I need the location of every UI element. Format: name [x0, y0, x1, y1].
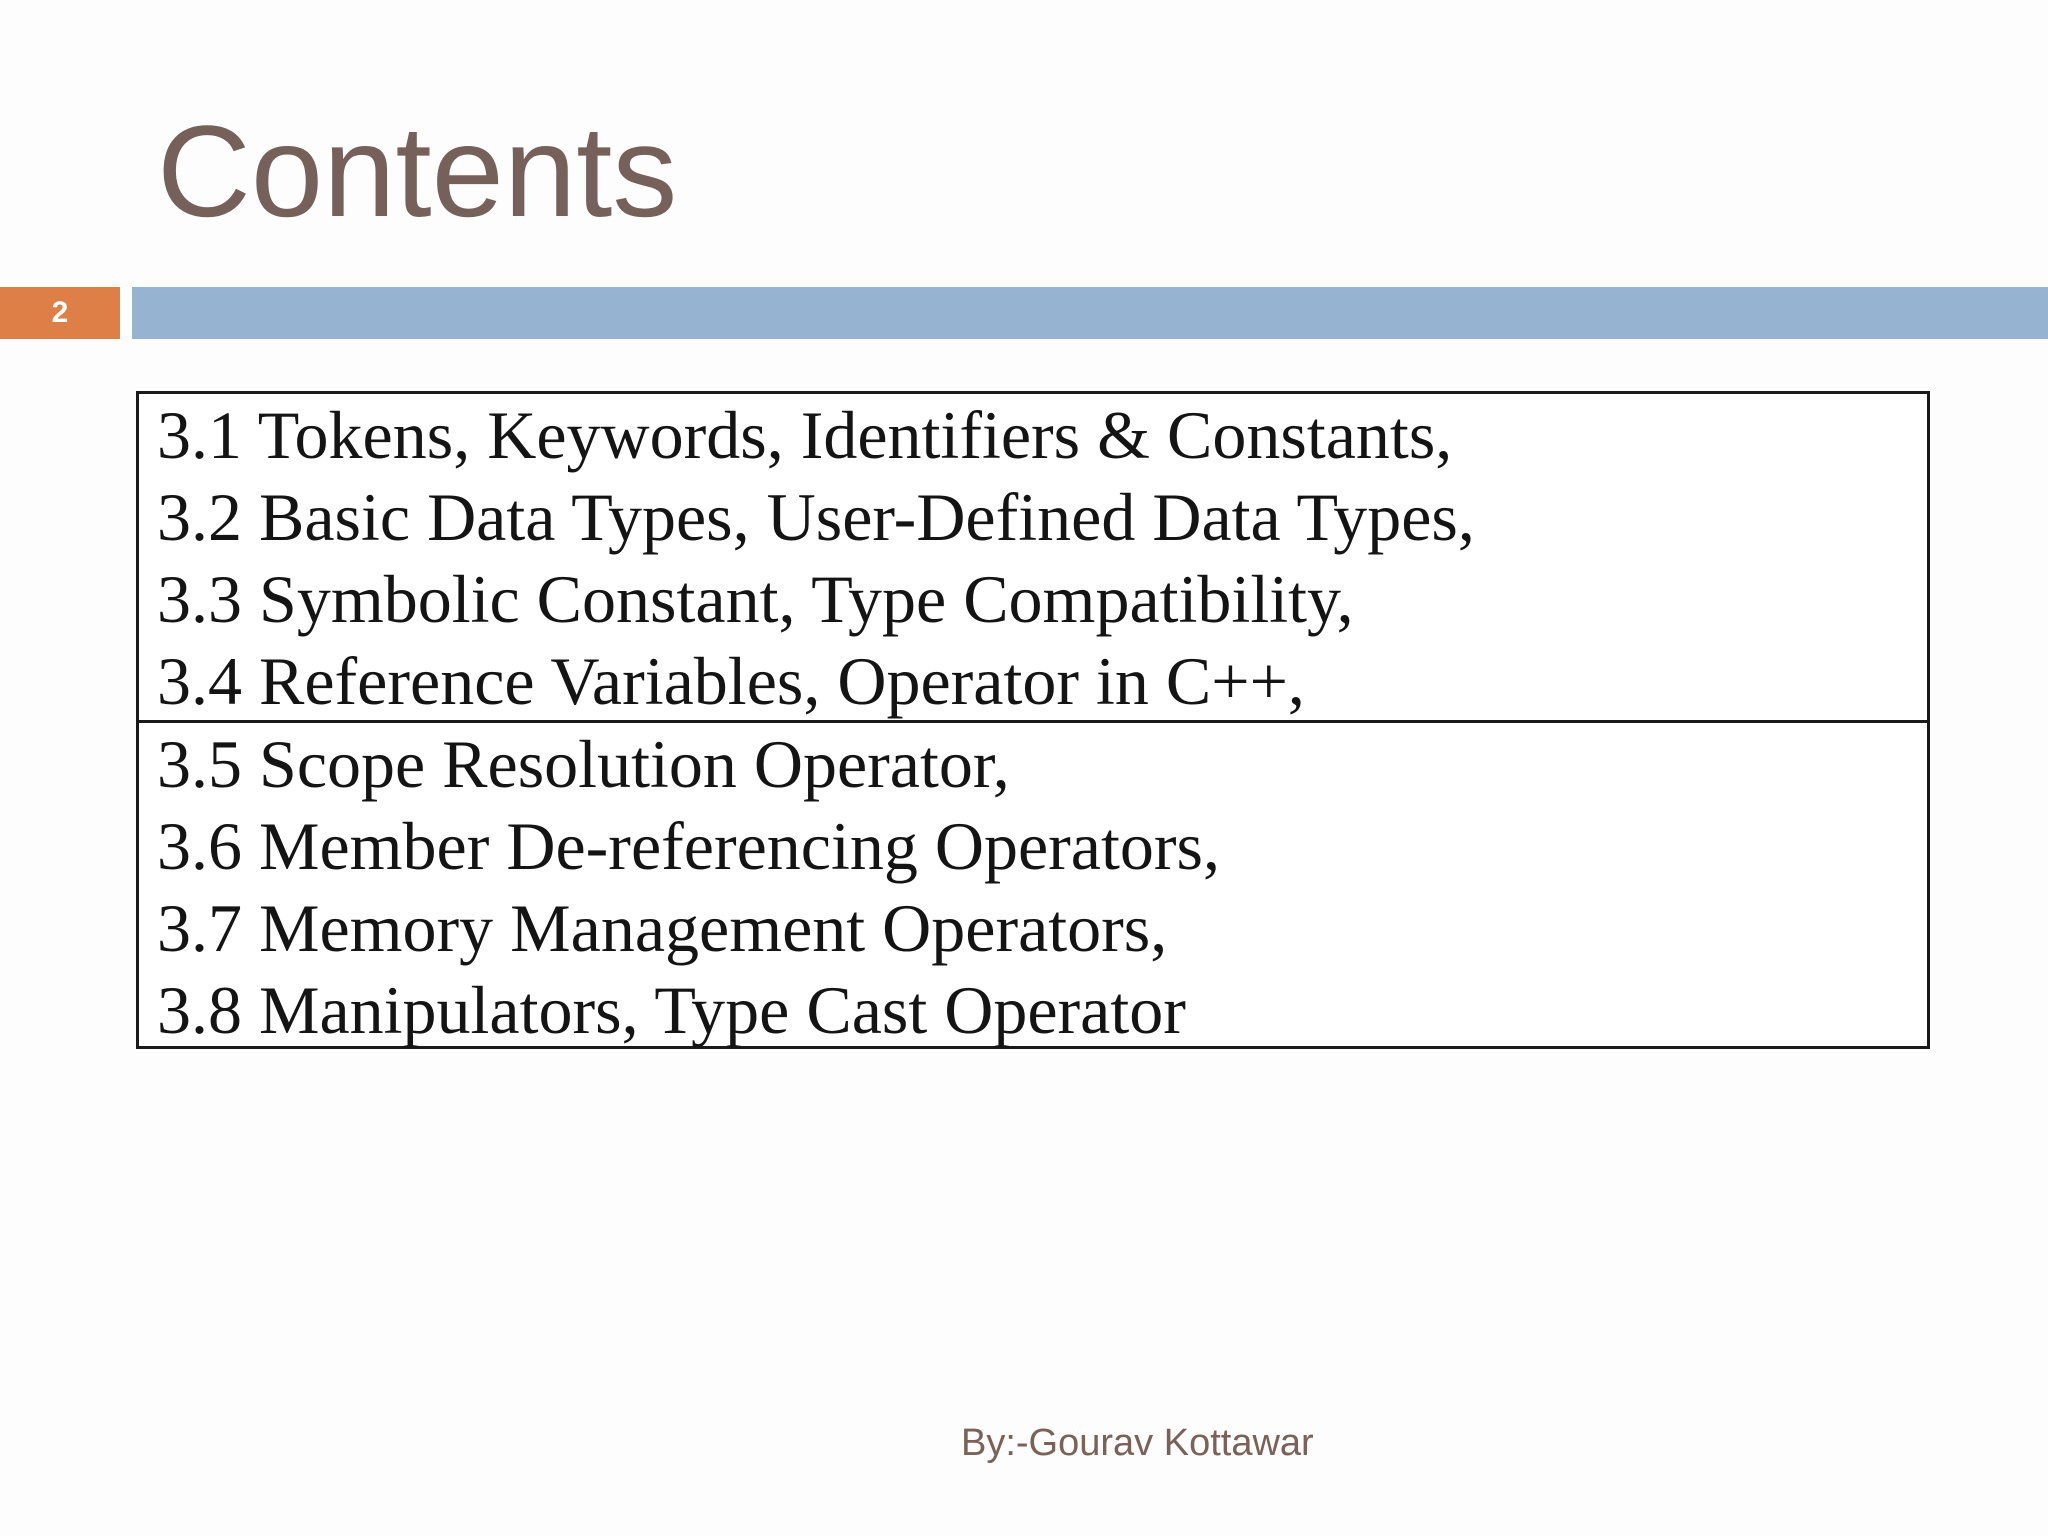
topic-3-5: 3.5 Scope Resolution Operator, [157, 726, 1010, 802]
topic-3-7: 3.7 Memory Management Operators, [157, 890, 1168, 966]
topic-3-8: 3.8 Manipulators, Type Cast Operator [157, 972, 1186, 1048]
topic-3-4: 3.4 Reference Variables, Operator in C++, [157, 643, 1305, 719]
contents-table [136, 391, 1930, 1049]
slide-title: Contents [157, 98, 678, 244]
contents-table-cell [139, 394, 1927, 720]
topic-3-1: 3.1 Tokens, Keywords, Identifiers & Constants, [157, 397, 1453, 473]
topic-3-3: 3.3 Symbolic Constant, Type Compatibility, [157, 561, 1354, 637]
author-credit: By:-Gourav Kottawar [961, 1422, 1314, 1464]
contents-table-cell [139, 720, 1927, 1046]
slide-number: 2 [0, 287, 120, 339]
topic-3-6: 3.6 Member De-referencing Operators, [157, 808, 1220, 884]
title-accent-bar [132, 287, 2048, 339]
topic-3-2: 3.2 Basic Data Types, User-Defined Data Types, [157, 479, 1475, 555]
